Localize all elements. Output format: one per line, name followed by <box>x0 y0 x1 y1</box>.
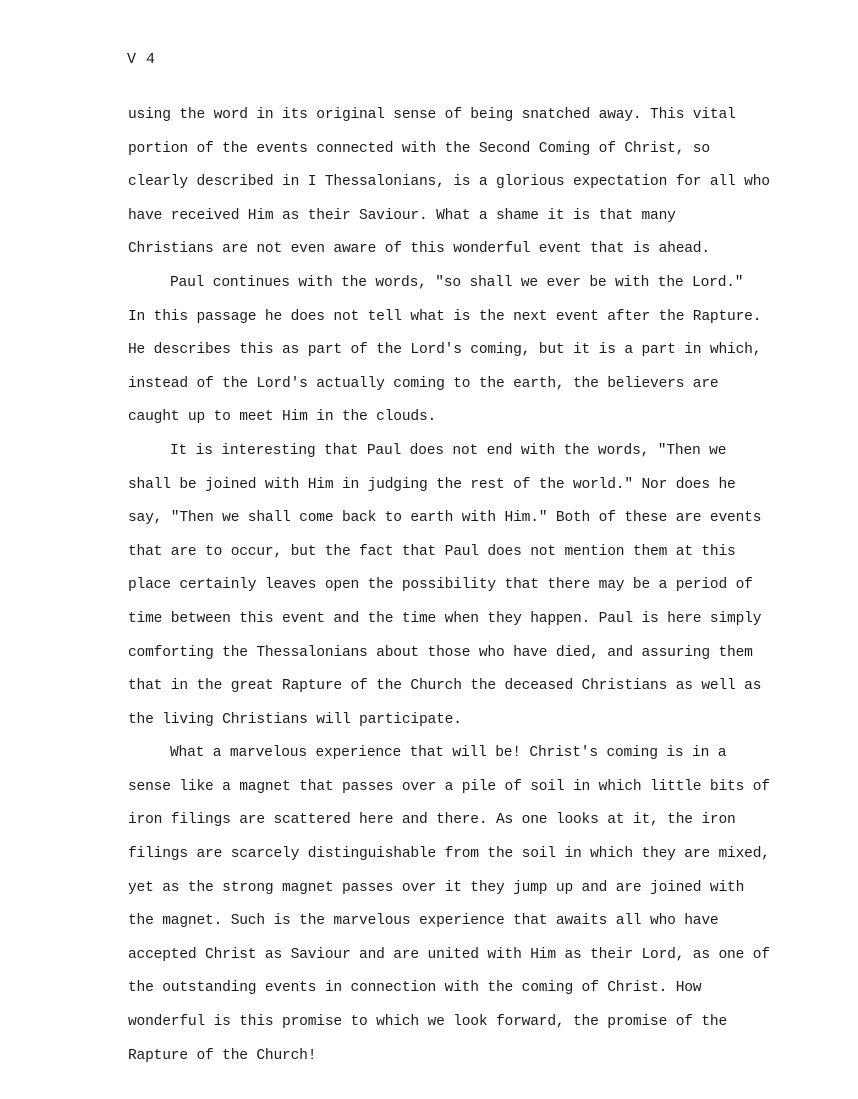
text-line: time between this event and the time when they happen. Paul is here simply <box>128 610 762 627</box>
text-line: accepted Christ as Saviour and are united with Him as their Lord, as one of <box>128 946 770 963</box>
text-line: yet as the strong magnet passes over it they jump up and are joined with <box>128 879 745 896</box>
text-line: caught up to meet Him in the clouds. <box>128 409 437 426</box>
text-line: filings are scarcely distinguishable from the soil in which they are mixed, <box>128 846 770 863</box>
text-line: say, "Then we shall come back to earth with Him." Both of these are events <box>128 510 762 527</box>
text-line: have received Him as their Saviour. What a shame it is that many <box>128 207 676 224</box>
body-text <box>128 99 768 1073</box>
text-line: comforting the Thessalonians about those who have died, and assuring them <box>128 644 753 661</box>
text-line: Paul continues with the words, "so shall we ever be with the Lord." <box>170 274 744 291</box>
text-line: the outstanding events in connection with the coming of Christ. How <box>128 980 702 997</box>
text-line: sense like a magnet that passes over a pile of soil in which little bits of <box>128 778 770 795</box>
text-line: that are to occur, but the fact that Paul does not mention them at this <box>128 543 736 560</box>
text-line: Rapture of the Church! <box>128 1047 317 1064</box>
text-line: He describes this as part of the Lord's coming, but it is a part in which, <box>128 342 762 359</box>
text-line: What a marvelous experience that will be! Christ's coming is in a <box>170 745 727 762</box>
text-line: portion of the events connected with the Second Coming of Christ, so <box>128 140 710 157</box>
page-number: V 4 <box>127 51 156 68</box>
text-line: the magnet. Such is the marvelous experience that awaits all who have <box>128 913 719 930</box>
text-line: clearly described in I Thessalonians, is a glorious expectation for all who <box>128 174 770 191</box>
text-line: that in the great Rapture of the Church the deceased Christians as well as <box>128 678 762 695</box>
text-line: wonderful is this promise to which we look forward, the promise of the <box>128 1014 728 1031</box>
text-line: Christians are not even aware of this wonderful event that is ahead. <box>128 241 710 258</box>
text-line: It is interesting that Paul does not end with the words, "Then we <box>170 442 727 459</box>
text-line: the living Christians will participate. <box>128 711 462 728</box>
text-line: place certainly leaves open the possibility that there may be a period of <box>128 577 753 594</box>
text-line: iron filings are scattered here and there. As one looks at it, the iron <box>128 812 736 829</box>
text-line: In this passage he does not tell what is the next event after the Rapture. <box>128 308 762 325</box>
text-line: shall be joined with Him in judging the rest of the world." Nor does he <box>128 476 736 493</box>
text-line: using the word in its original sense of being snatched away. This vital <box>128 107 736 123</box>
text-line: instead of the Lord's actually coming to the earth, the believers are <box>128 375 719 392</box>
